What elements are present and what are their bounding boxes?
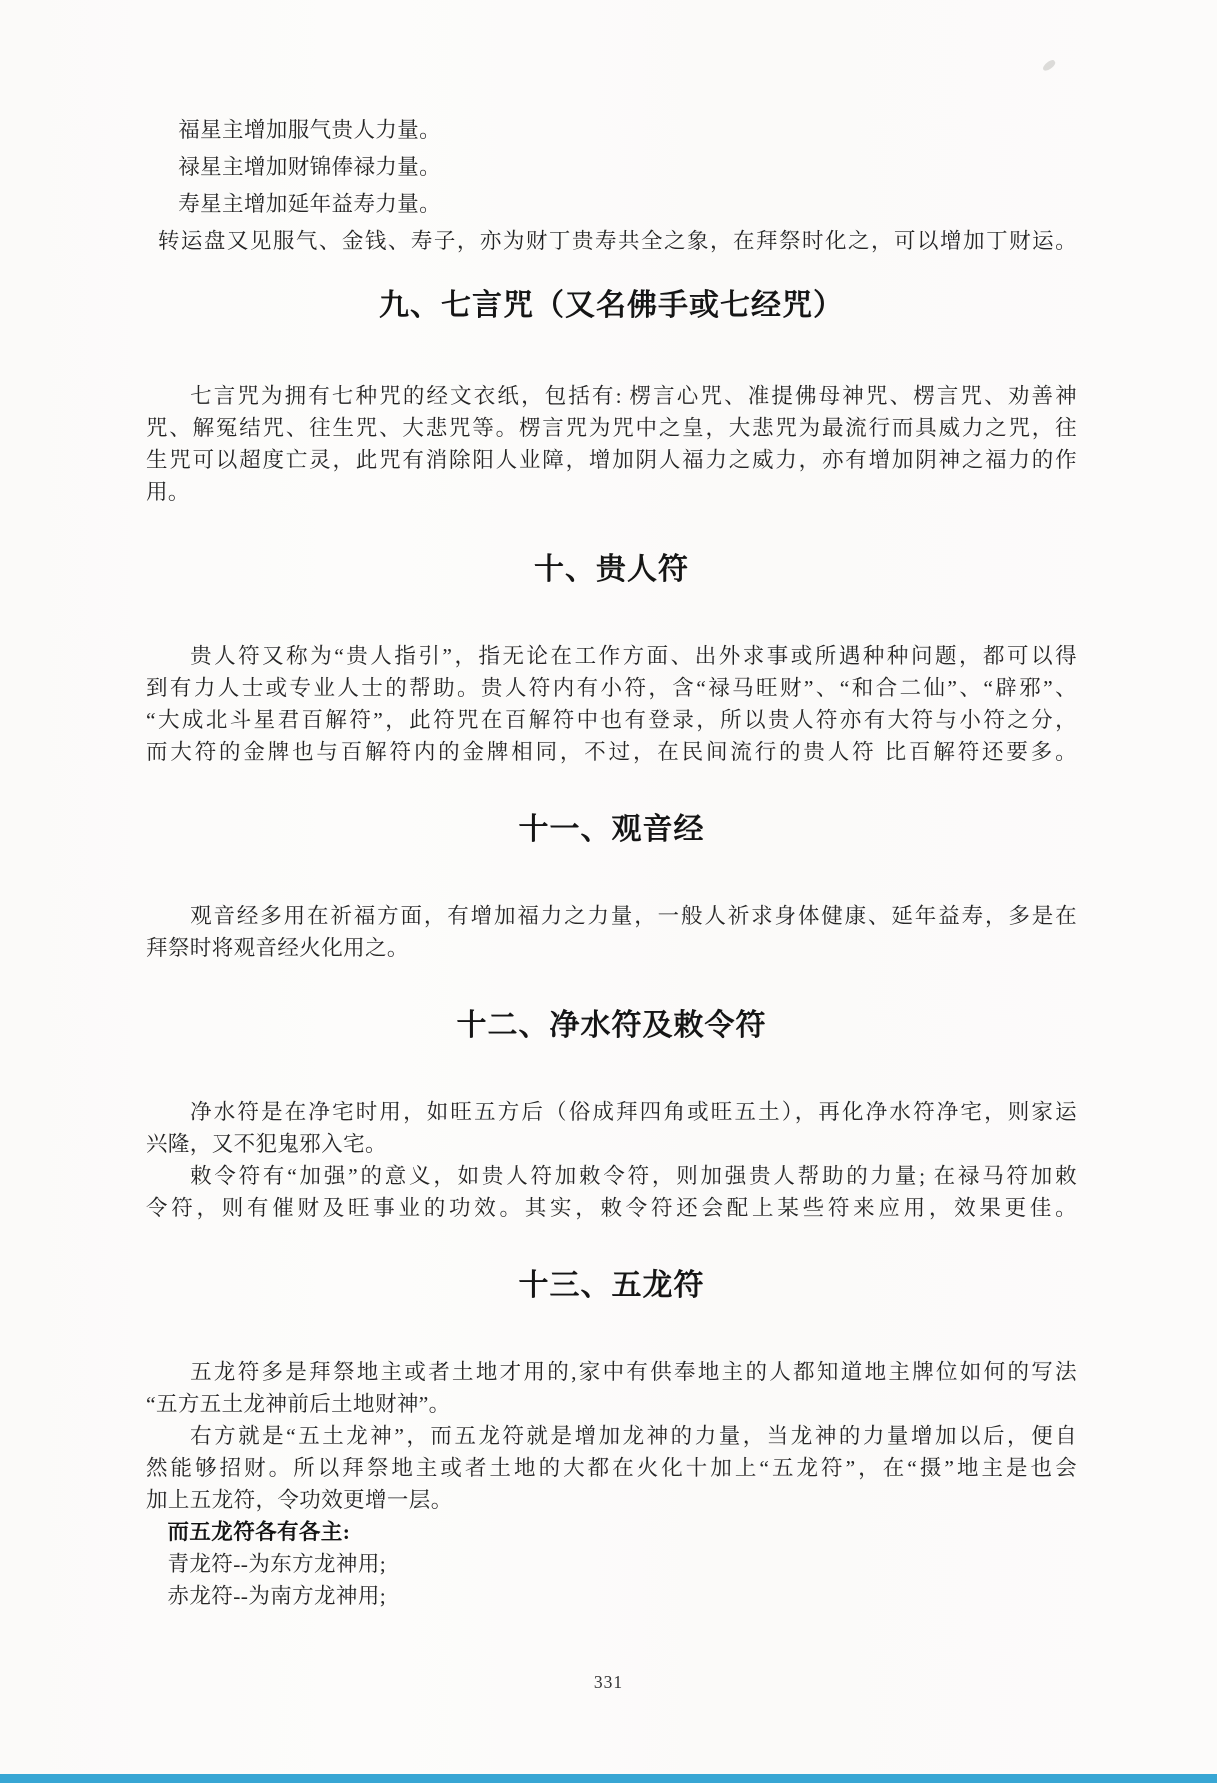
text-line: 敕令符有“加强”的意义，如贵人符加敕令符，则加强贵人帮助的力量; 在禄马符加敕	[190, 1164, 1077, 1188]
text-line: 兴隆，又不犯鬼邪入宅。	[146, 1132, 387, 1156]
text-line: 七言咒为拥有七种咒的经文衣纸，包括有: 楞言心咒、准提佛母神咒、楞言咒、劝善神	[190, 384, 1077, 408]
text-line: 福星主增加服气贵人力量。	[178, 118, 442, 142]
text-line: 寿星主增加延年益寿力量。	[178, 192, 442, 216]
text-line: 青龙符--为东方龙神用;	[167, 1552, 387, 1576]
text-line: 而大符的金牌也与百解符内的金牌相同，不过，在民间流行的贵人符 比百解符还要多。	[146, 740, 1077, 764]
text-line: 到有力人士或专业人士的帮助。贵人符内有小符，含“禄马旺财”、“和合二仙”、“辟邪”、	[146, 676, 1077, 700]
text-line: 拜祭时将观音经火化用之。	[146, 936, 409, 960]
text-line: 右方就是“五土龙神”，而五龙符就是增加龙神的力量，当龙神的力量增加以后，便自	[190, 1424, 1077, 1448]
scan-artifact	[1041, 59, 1056, 73]
text-line: 五龙符多是拜祭地主或者土地才用的,家中有供奉地主的人都知道地主牌位如何的写法	[190, 1360, 1077, 1384]
section-heading: 十、贵人符	[534, 553, 689, 586]
page-number: 331	[593, 1672, 624, 1692]
section-heading: 十三、五龙符	[518, 1269, 705, 1302]
section-heading: 十二、净水符及敕令符	[456, 1009, 767, 1042]
text-line: 咒、解冤结咒、往生咒、大悲咒等。楞言咒为咒中之皇，大悲咒为最流行而具威力之咒，往	[146, 416, 1077, 440]
text-line: 令符，则有催财及旺事业的功效。其实，敕令符还会配上某些符来应用，效果更佳。	[146, 1196, 1077, 1220]
text-line: “五方五土龙神前后土地财神”。	[146, 1392, 451, 1416]
text-line: 生咒可以超度亡灵，此咒有消除阳人业障，增加阴人福力之威力，亦有增加阴神之福力的作	[146, 448, 1077, 472]
text-line: 加上五龙符，令功效更增一层。	[146, 1488, 453, 1512]
text-line: 净水符是在净宅时用，如旺五方后（俗成拜四角或旺五土），再化净水符净宅，则家运	[190, 1100, 1077, 1124]
text-line: 禄星主增加财锦俸禄力量。	[178, 155, 442, 179]
text-line: 然能够招财。所以拜祭地主或者土地的大都在火化十加上“五龙符”，在“摄”地主是也会	[146, 1456, 1077, 1480]
section-heading: 九、七言咒（又名佛手或七经咒）	[379, 289, 844, 322]
text-line: 观音经多用在祈福方面，有增加福力之力量，一般人祈求身体健康、延年益寿，多是在	[190, 904, 1077, 928]
text-line-bold: 而五龙符各有各主:	[167, 1520, 351, 1544]
text-line: “大成北斗星君百解符”，此符咒在百解符中也有登录，所以贵人符亦有大符与小符之分，	[146, 708, 1077, 732]
text-line: 赤龙符--为南方龙神用;	[167, 1584, 387, 1608]
text-line: 转运盘又见服气、金钱、寿子，亦为财丁贵寿共全之象，在拜祭时化之，可以增加丁财运。	[157, 229, 1077, 253]
text-line: 贵人符又称为“贵人指引”，指无论在工作方面、出外求事或所遇种种问题，都可以得	[190, 644, 1077, 668]
section-heading: 十一、观音经	[518, 813, 705, 846]
page-bottom-edge	[0, 1774, 1217, 1783]
text-line: 用。	[146, 480, 190, 504]
document-content	[146, 112, 1077, 1612]
